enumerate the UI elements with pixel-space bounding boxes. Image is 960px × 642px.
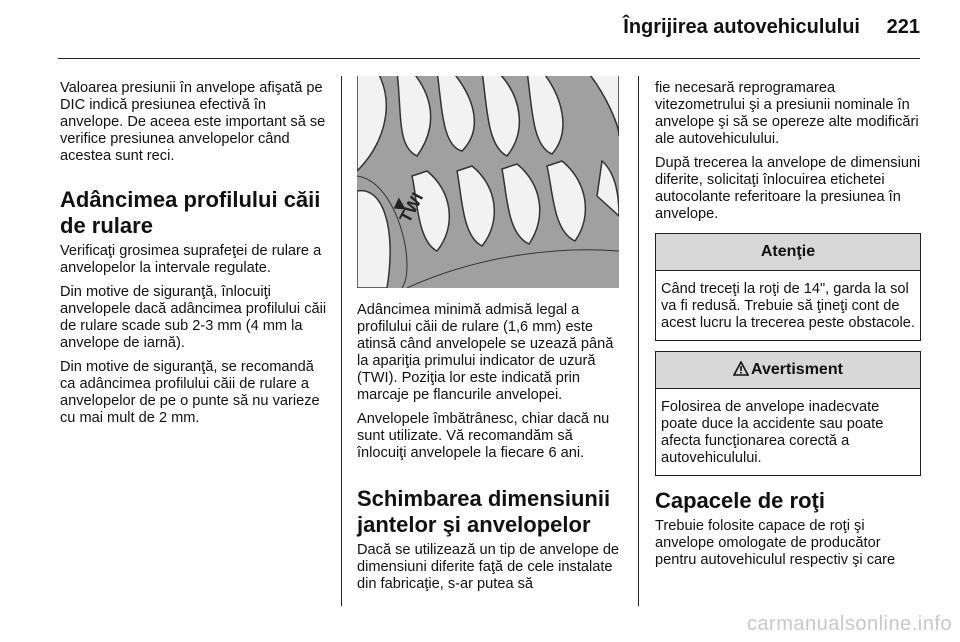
paragraph-axle-variation: Din motive de siguranţă, se recomandă ca adâncimea profilului căii de rulare a anvelopelor de pe o punte să nu varieze cu mai mult de 2 mm. — [60, 359, 320, 426]
header-rule — [58, 58, 920, 59]
page-header-title: Îngrijirea autovehiculului — [623, 16, 860, 38]
warning-header — [656, 352, 920, 389]
watermark: carmanualsonline.info — [746, 613, 952, 635]
paragraph-minimum-tread: Adâncimea minimă admisă legal a profilului căii de rulare (1,6 mm) este atinsă când anvelopele se uzează până la apariţia primului indicator de uzură (TWI). Poziţia lor este indicată prin marcaje pe flancurile anvelopei. — [357, 302, 614, 403]
column-1 — [60, 80, 328, 434]
paragraph-different-size: Dacă se utilizează un tip de anvelope de dimensiuni diferite faţă de cele instalate din fabricaţie, s-ar putea să — [357, 542, 620, 592]
paragraph-reprogramming: fie necesară reprogramarea vitezometrului şi a presiunii nominale în anvelope şi să se opereze alte modificări ale autovehiculului. — [655, 80, 919, 147]
warning-body: Folosirea de anvelope inadecvate poate duce la accidente sau poate afecta funcţionarea corectă a autovehiculului. — [661, 399, 884, 466]
paragraph-replace-label: După trecerea la anvelope de dimensiuni diferite, solicitaţi înlocuirea etichetei autocolante referitoare la presiunea în anvelope. — [655, 155, 921, 222]
attention-box — [655, 233, 921, 341]
paragraph-replace-tyres: Din motive de siguranţă, înlocuiţi anvelopele dacă adâncimea profilului căii de rulare scade sub 2-3 mm (4 mm la anvelope de iarnă). — [60, 284, 327, 351]
warning-triangle-icon — [733, 354, 749, 390]
attention-body: Când treceţi la roţi de 14", garda la sol va fi redusă. Trebuie să ţineţi cont de acest lucru la trecerea peste obstacole. — [661, 281, 915, 331]
paragraph-wheel-covers: Trebuie folosite capace de roţi şi anvelope omologate de producător pentru autovehiculul respectiv şi care — [655, 518, 896, 568]
svg-text:TWI: TWI — [395, 189, 428, 226]
warning-box — [655, 351, 921, 476]
attention-title: Atenţie — [656, 234, 920, 271]
heading-changing-tyre-size: Schimbarea dimensiunii jantelor şi anvelopelor — [357, 486, 611, 537]
column-2 — [357, 76, 623, 600]
paragraph-tyre-ageing: Anvelopele îmbătrânesc, chiar dacă nu sunt utilizate. Vă recomandăm să înlocuiţi anvelopele la fiecare 6 ani. — [357, 411, 610, 461]
paragraph-tyre-pressure-dic: Valoarea presiunii în anvelope afişată pe DIC indică presiunea efectivă în anvelope. De aceea este important să se verifice presiunea anvelopelor când acestea sunt reci. — [60, 80, 326, 164]
column-3 — [655, 80, 921, 576]
column-separator-1 — [341, 76, 342, 606]
tyre-tread-illustration — [357, 76, 619, 288]
paragraph-check-tread: Verificaţi grosimea suprafeţei de rulare a anvelopelor la intervale regulate. — [60, 243, 322, 276]
heading-tread-depth: Adâncimea profilului căii de rulare — [60, 187, 321, 238]
heading-wheel-covers: Capacele de roţi — [655, 488, 825, 513]
page-number: 221 — [886, 16, 920, 38]
column-separator-2 — [638, 76, 639, 606]
warning-title: Avertisment — [751, 361, 843, 378]
